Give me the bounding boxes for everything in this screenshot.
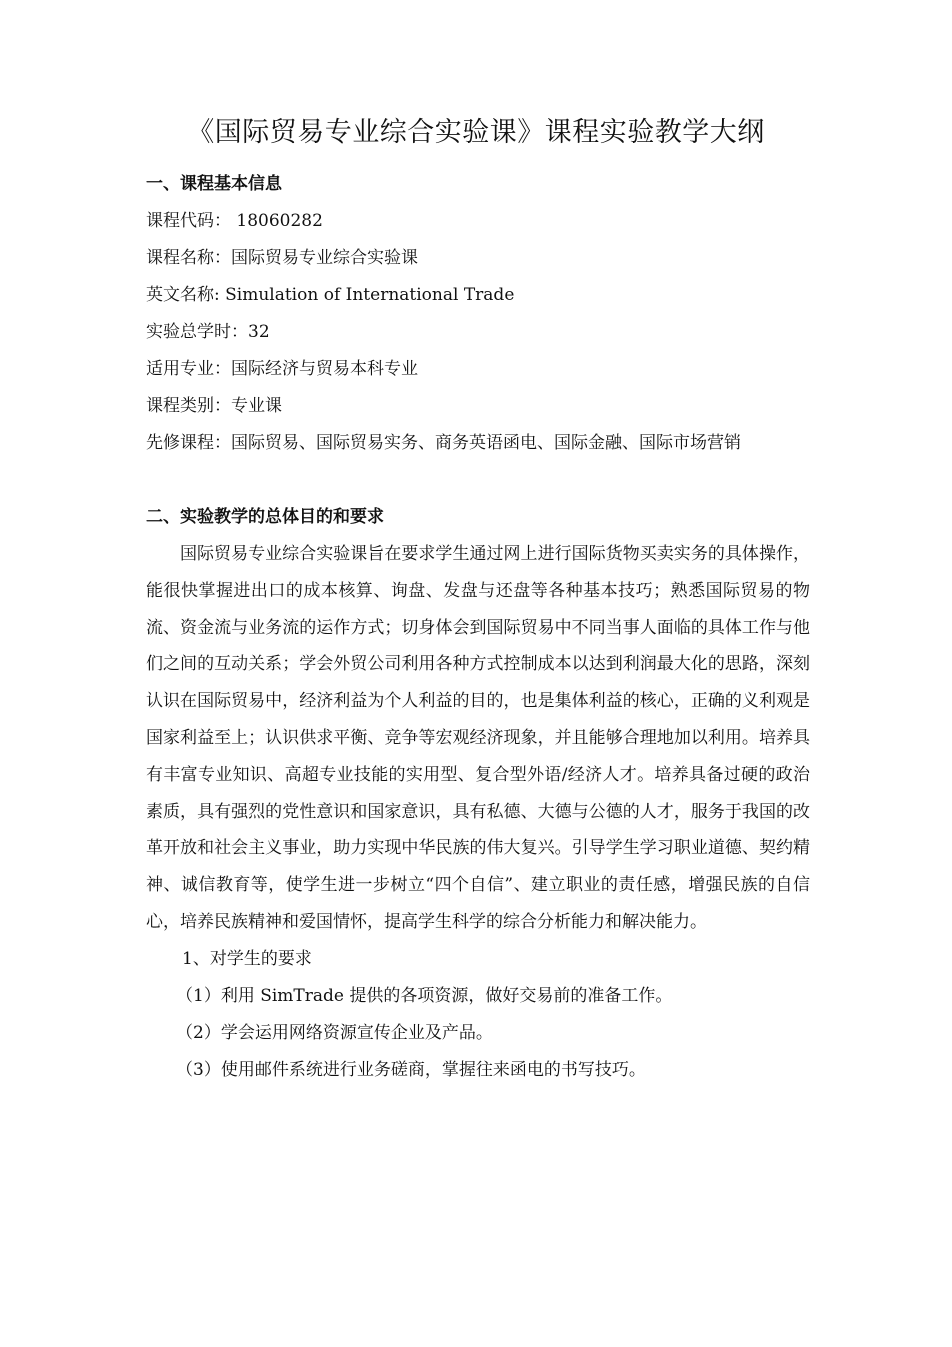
english-name-line: 英文名称: Simulation of International Trade bbox=[146, 285, 515, 305]
document-body bbox=[146, 166, 810, 1089]
prerequisite-courses-line: 先修课程：国际贸易、国际贸易实务、商务英语函电、国际金融、国际市场营销 bbox=[146, 433, 741, 453]
section-spacer bbox=[146, 462, 810, 499]
applicable-major-line: 适用专业：国际经济与贸易本科专业 bbox=[146, 359, 418, 379]
student-requirements-subheading: 1、对学生的要求 bbox=[182, 948, 312, 969]
course-name-line: 课程名称：国际贸易专业综合实验课 bbox=[146, 248, 418, 268]
section-2-heading: 二、实验教学的总体目的和要求 bbox=[146, 507, 384, 527]
document-title: 《国际贸易专业综合实验课》课程实验教学大纲 bbox=[187, 117, 765, 148]
requirement-item: （2）学会运用网络资源宣传企业及产品。 bbox=[176, 1022, 493, 1043]
course-category-line: 课程类别：专业课 bbox=[146, 396, 282, 416]
section-1-heading: 一、课程基本信息 bbox=[146, 174, 282, 194]
total-hours-line: 实验总学时：32 bbox=[146, 322, 270, 342]
course-code-line: 课程代码： 18060282 bbox=[146, 211, 323, 231]
objectives-paragraph: 国际贸易专业综合实验课旨在要求学生通过网上进行国际货物买卖实务的具体操作，能很快掌握进出口的成本核算、询盘、发盘与还盘等各种基本技巧；熟悉国际贸易的物流、资金流与业务流的运作方式；切身体会到国际贸易中不同当事人面临的具体工作与他们之间的互动关系；学会外贸公司利用各种方式控制成本以达到利润最大化的思路，深刻认识在国际贸易中，经济利益为个人利益的目的，也是集体利益的核心，正确的义利观是国家利益至上；认识供求平衡、竞争等宏观经济现象，并且能够合理地加以利用。培养具有丰富专业知识、高超专业技能的实用型、复合型外语/经济人才。培养具备过硬的政治素质，具有强烈的党性意识和国家意识，具有私德、大德与公德的人才，服务于我国的改革开放和社会主义事业，助力实现中华民族的伟大复兴。引导学生学习职业道德、契约精神、诚信教育等，使学生进一步树立“四个自信”、建立职业的责任感，增强民族的自信心，培养民族精神和爱国情怀，提高学生科学的综合分析能力和解决能力。 bbox=[146, 544, 810, 932]
requirement-item: （1）利用 SimTrade 提供的各项资源，做好交易前的准备工作。 bbox=[176, 985, 673, 1006]
requirement-item: （3）使用邮件系统进行业务磋商，掌握往来函电的书写技巧。 bbox=[176, 1059, 646, 1080]
